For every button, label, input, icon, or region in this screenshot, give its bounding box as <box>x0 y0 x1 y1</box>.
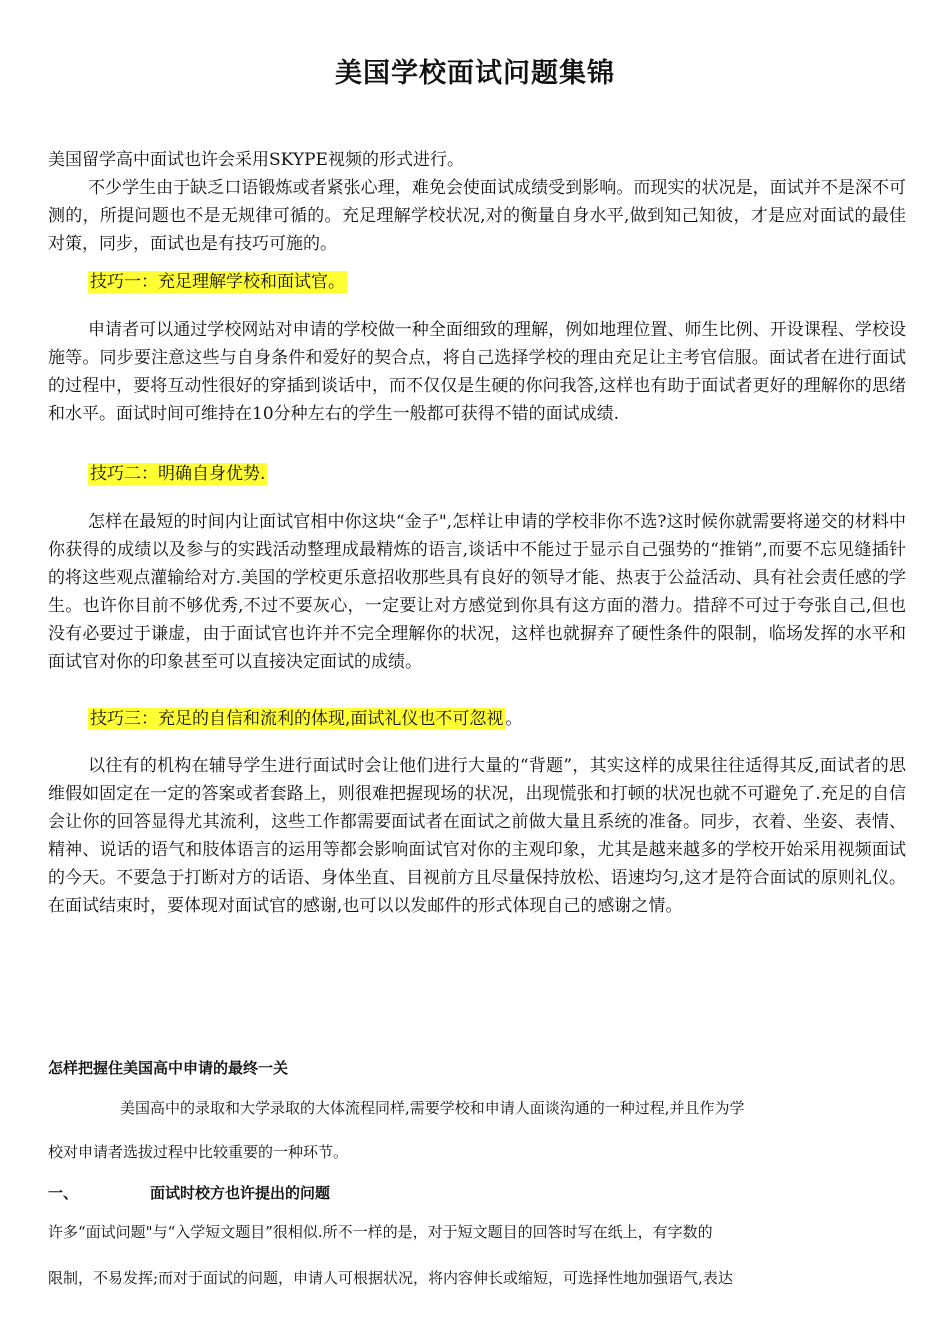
tip-two-body: 怎样在最短的时间内让面试官相中你这块“金子",怎样让申请的学校非你不选?这时候你就需要将递交的材料中你获得的成绩以及参与的实践活动整理成最精炼的语言,谈话中不能过于显示自己强势的“推销”,而要不忘见缝插针的将这些观点灌输给对方.美国的学校更乐意招收那些具有良好的领导才能、热衷于公益活动、具有社会责任感的学生。也许你目前不够优秀,不过不要灰心，一定要让对方感觉到你具有这方面的潜力。措辞不可过于夸张自己,但也没有必要过于谦虚，由于面试官也许并不完全理解你的状况，这样也就摒弃了硬性条件的限制，临场发挥的水平和面试官对你的印象甚至可以直接决定面试的成绩。 <box>48 512 906 672</box>
page-title: 美国学校面试问题集锦 <box>335 58 615 89</box>
item-para-line1: 许多“面试问题"与“入学短文题目”很相似.所不一样的是，对于短文题目的回答时写在纸上，有字数的 <box>48 1223 713 1241</box>
item-title: 面试时校方也许提出的问题 <box>150 1184 331 1202</box>
intro-line: 美国留学高中面试也许会采用SKYPE视频的形式进行。 <box>48 150 464 170</box>
tip-one-body: 申请者可以通过学校网站对申请的学校做一种全面细致的理解，例如地理位置、师生比例、开设课程、学校设施等。同步要注意这些与自身条件和爱好的契合点，将自己选择学校的理由充足让主考官信服。面试者在进行面试的过程中，要将互动性很好的穿插到谈话中，而不仅仅是生硬的你问我答,这样也有助于面试者更好的理解你的思绪和水平。面试时间可维持在10分种左右的学生一般都可获得不错的面试成绩. <box>48 320 906 424</box>
tip-one-heading <box>88 268 347 296</box>
item-para-line2: 限制，不易发挥;而对于面试的问题，申请人可根据状况，将内容伸长或缩短，可选择性地加强语气,表达 <box>48 1269 733 1287</box>
intro-paragraph: 不少学生由于缺乏口语锻炼或者紧张心理，难免会使面试成绩受到影响。而现实的状况是，面试并不是深不可测的，所提问题也不是无规律可循的。充足理解学校状况,对的衡量自身水平,做到知己知彼，才是应对面试的最佳对策，同步，面试也是有技巧可施的。 <box>48 178 906 254</box>
section-para-line2: 校对申请者选拔过程中比较重要的一种环节。 <box>48 1143 349 1161</box>
tip-three-body: 以往有的机构在辅导学生进行面试时会让他们进行大量的“背题”，其实这样的成果往往适得其反,面试者的思维假如固定在一定的答案或者套路上，则很难把握现场的状况，出现慌张和打顿的状况也就不可避免了.充足的自信会让你的回答显得尤其流利，这些工作都需要面试者在面试之前做大量且系统的准备。同步，衣着、坐姿、表情、精神、说话的语气和肢体语言的运用等都会影响面试官对你的主观印象，尤其是越来越多的学校开始采用视频面试的今天。不要急于打断对方的话语、身体坐直、目视前方且尽量保持放松、语速均匀,这才是符合面试的原则礼仪。在面试结束时，要体现对面试官的感谢,也可以以发邮件的形式体现自己的感谢之情。 <box>48 756 906 916</box>
section-para-line1: 美国高中的录取和大学录取的大体流程同样,需要学校和申请人面谈沟通的一种过程,并且作为学 <box>120 1099 745 1117</box>
tip-three-heading: 技巧三：充足的自信和流利的体现,面试礼仪也不可忽视 。 <box>90 709 523 729</box>
tip-three-highlight: 技巧三：充足的自信和流利的体现,面试礼仪也不可忽视 <box>90 709 504 729</box>
tip-two-highlight: 技巧二：明确自身优势. <box>90 464 266 484</box>
tip-one-highlight: 技巧一：充足理解学校和面试官。 <box>90 272 345 292</box>
section-heading: 怎样把握住美国高中申请的最终一关 <box>48 1059 289 1077</box>
item-number: 一、 <box>48 1184 79 1202</box>
tip-two-heading <box>88 460 267 488</box>
